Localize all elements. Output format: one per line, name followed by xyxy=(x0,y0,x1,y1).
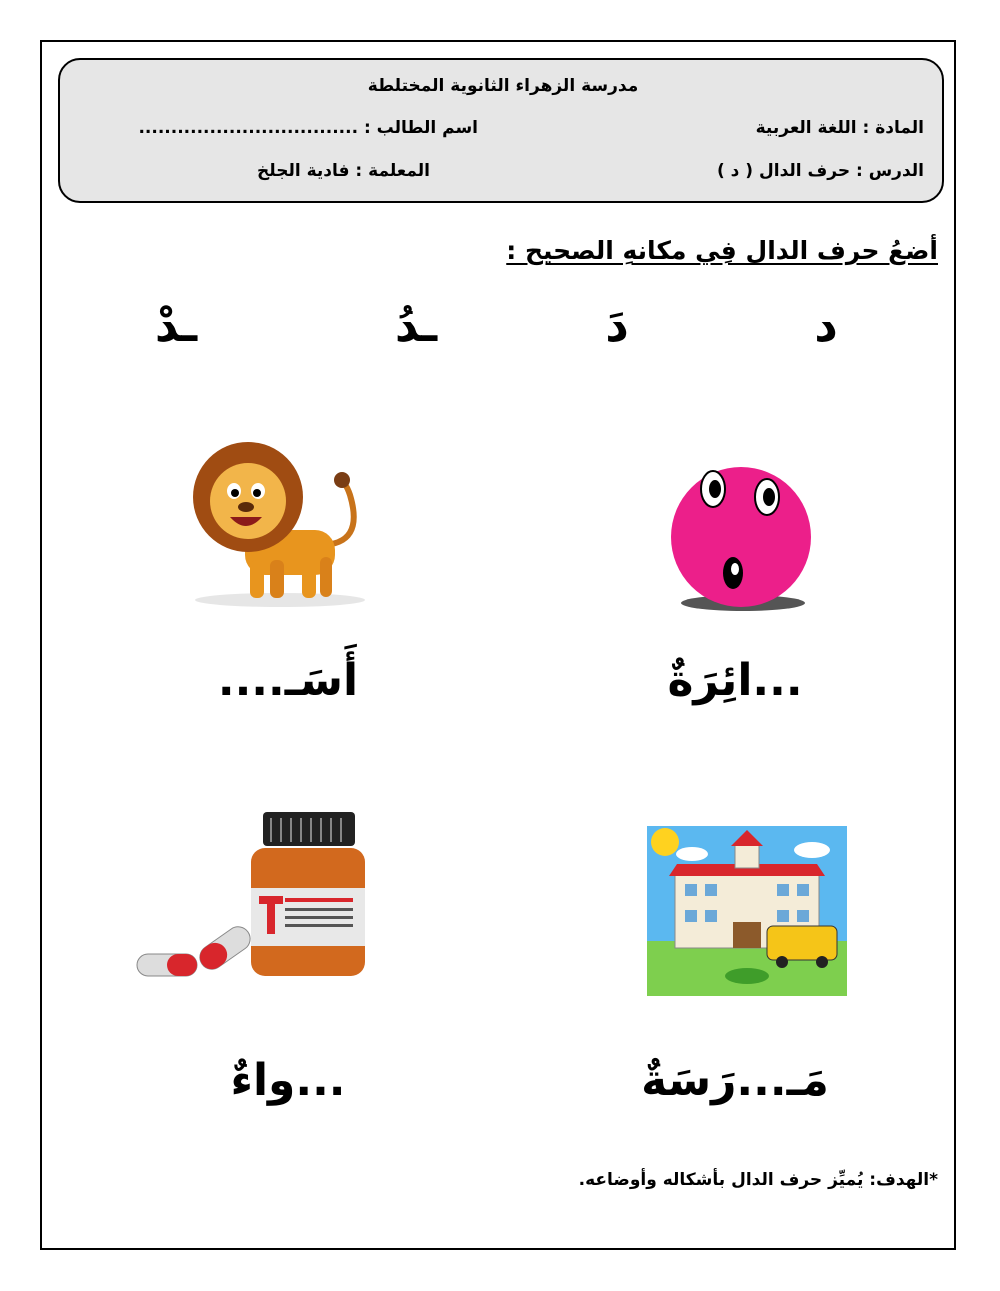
goal-note: *الهدف: يُميِّز حرف الدال بأشكاله وأوضاعه. xyxy=(578,1170,938,1190)
teacher-label: المعلمة : فادية الجلخ xyxy=(257,161,430,181)
lion-icon xyxy=(190,435,370,610)
subject-label: المادة : اللغة العربية xyxy=(755,118,924,138)
school-building-icon xyxy=(647,826,847,996)
student-name-field: اسم الطالب : .................................. xyxy=(138,118,478,138)
word-item-2: أَسَـ.... xyxy=(217,655,359,706)
lesson-label: الدرس : حرف الدال ( د ) xyxy=(716,161,924,181)
word-item-3: مَـ...رَسَةٌ xyxy=(641,1055,829,1106)
letter-form-2: دَ xyxy=(605,298,629,352)
instruction-heading: أضعُ حرف الدال فِي مكانهِ الصحيح : xyxy=(506,236,938,265)
letter-form-4: ـدْ xyxy=(154,298,198,352)
header-box xyxy=(58,58,944,203)
word-item-1: ...ائِرَةٌ xyxy=(667,655,803,706)
letter-form-3: ـدُ xyxy=(394,298,438,352)
pink-circle-face-icon xyxy=(655,455,835,615)
medicine-bottle-icon xyxy=(135,808,370,980)
school-name: مدرسة الزهراء الثانوية المختلطة xyxy=(367,76,639,96)
letter-form-1: د xyxy=(814,298,838,352)
word-item-4: ...واءٌ xyxy=(230,1055,346,1106)
